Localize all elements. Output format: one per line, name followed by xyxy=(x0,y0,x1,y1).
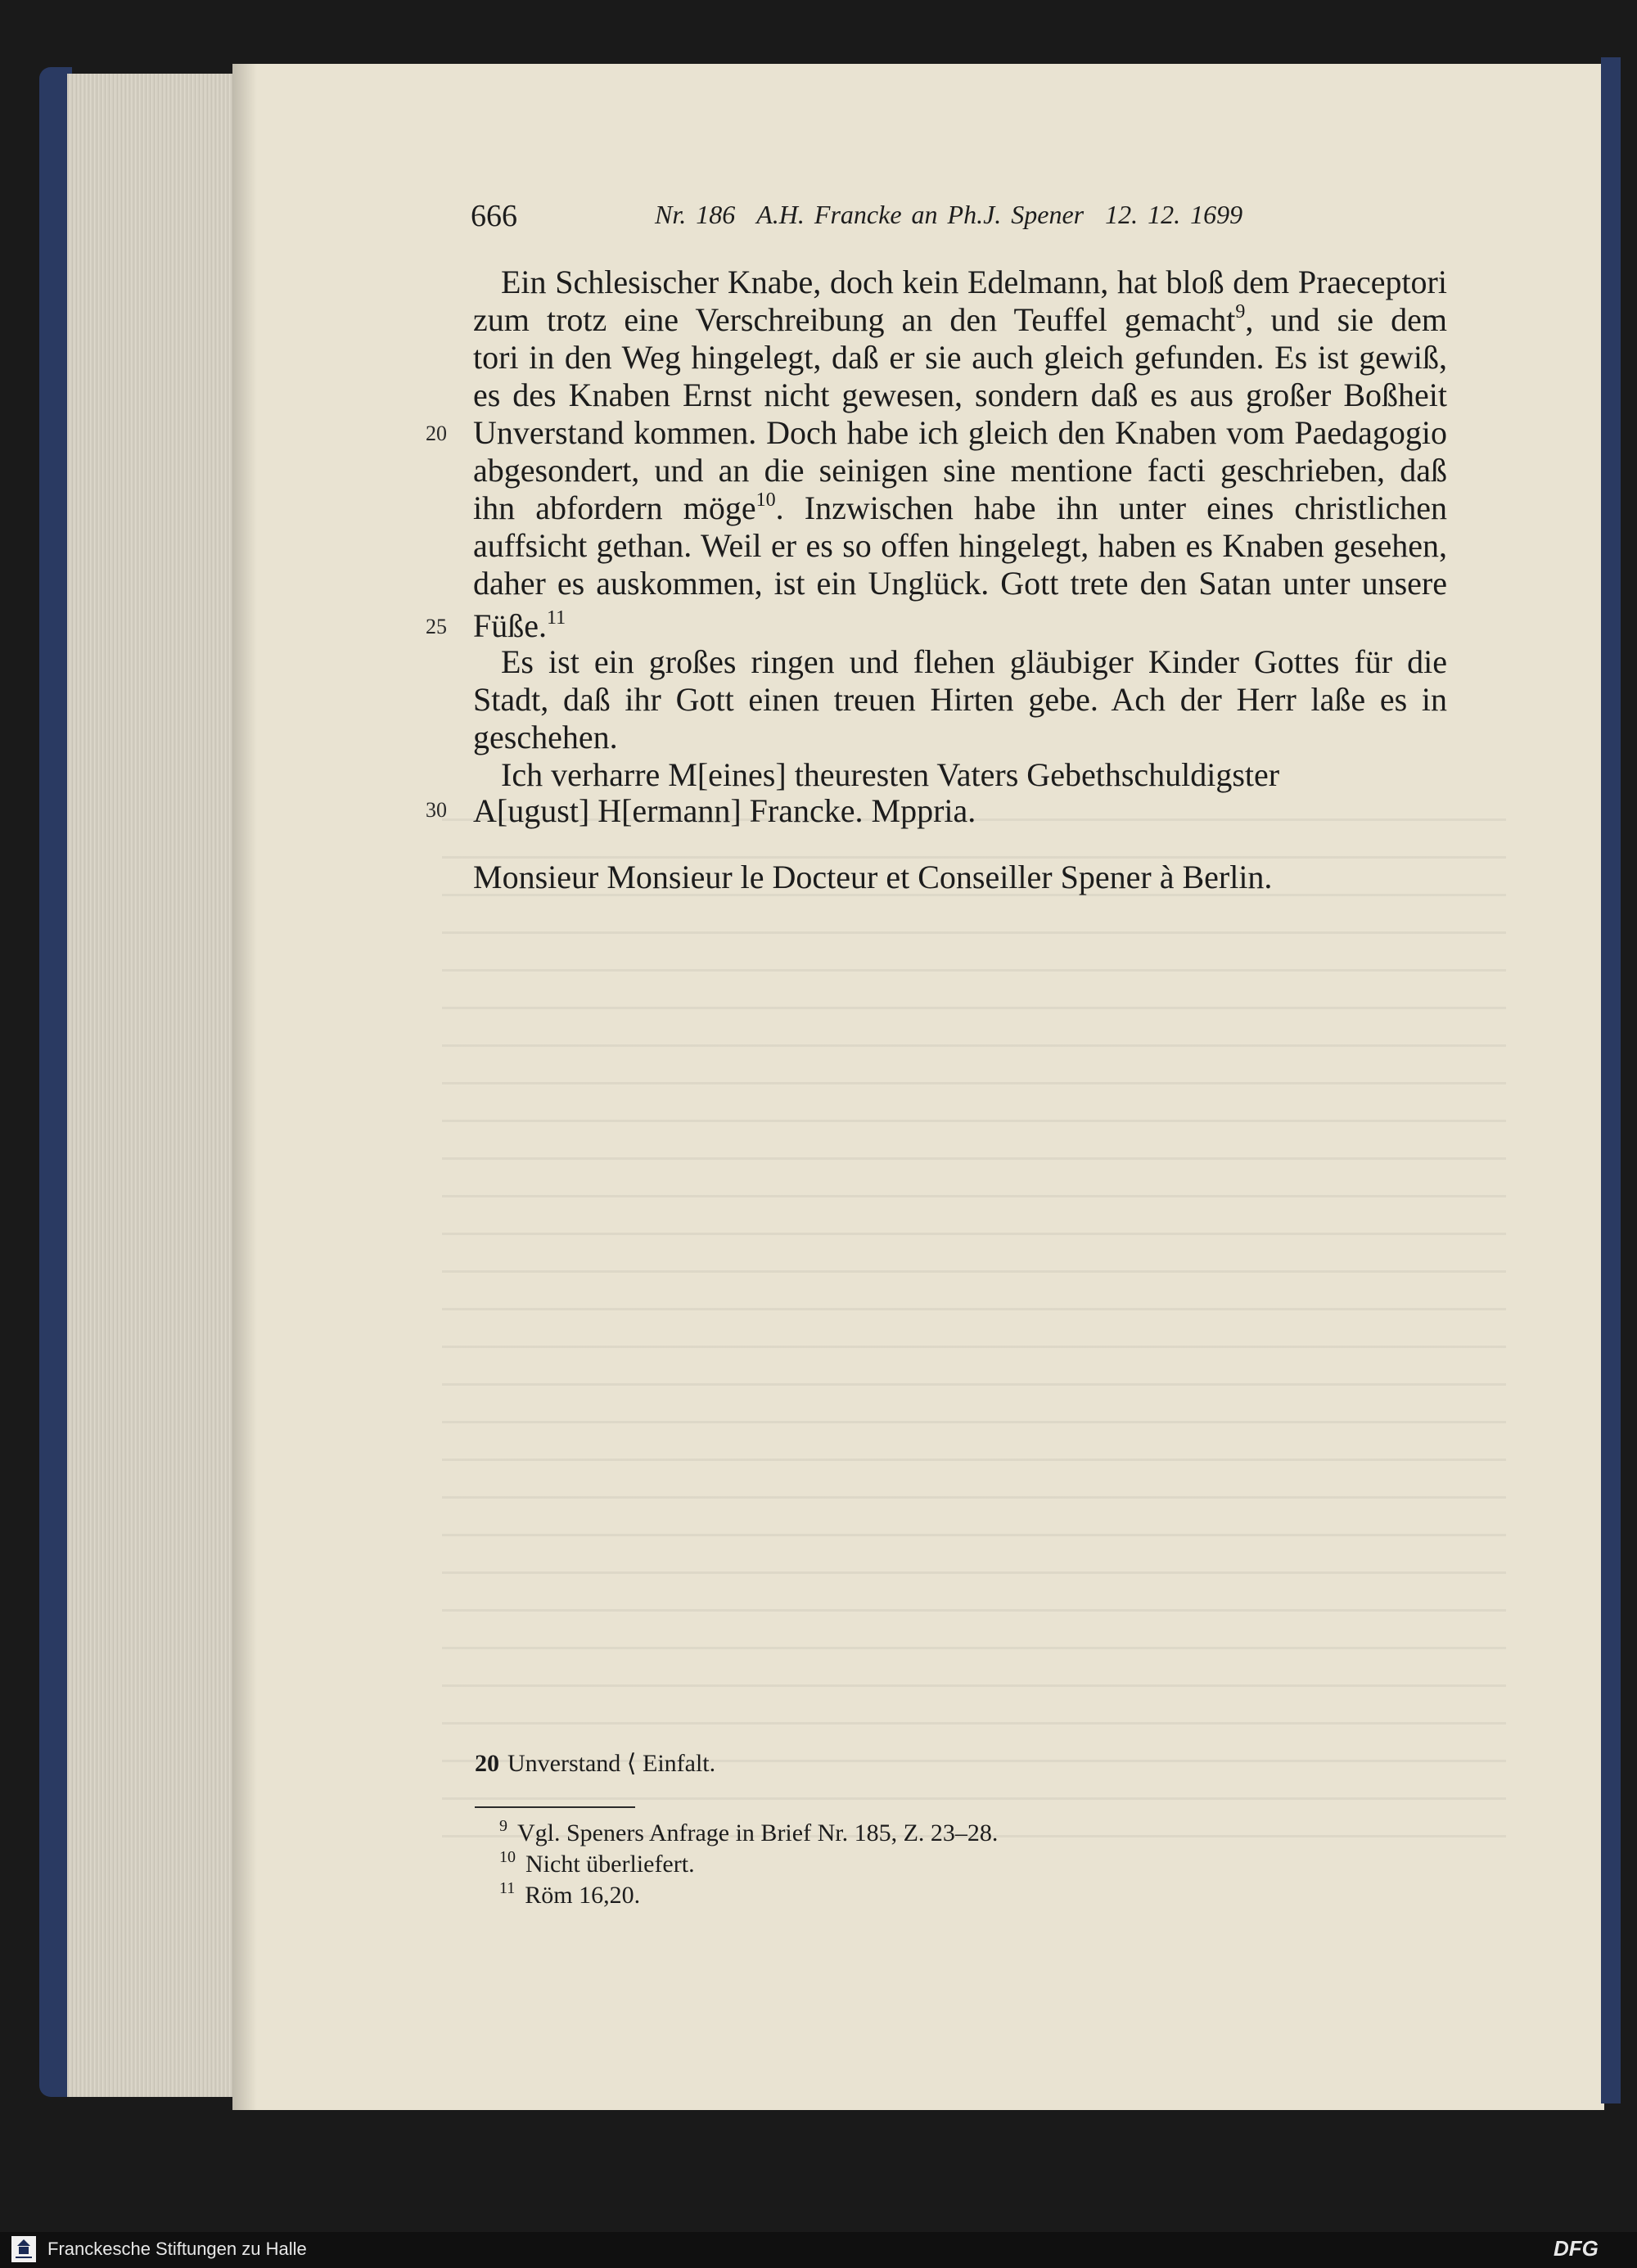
apparatus-text: Unverstand ⟨ Einfalt. xyxy=(507,1750,716,1777)
footnote-text: Vgl. Speners Anfrage in Brief Nr. 185, Z. 23–28. xyxy=(517,1819,999,1846)
text-line: zum trotz eine Verschreibung an den Teuffel gemacht$^9$, und sie dem xyxy=(473,301,1447,338)
running-head xyxy=(655,200,1242,230)
footnote-rule xyxy=(475,1806,635,1808)
footnote-number: 10 xyxy=(499,1848,516,1866)
text-line: A[ugust] H[ermann] Francke. Mppria. xyxy=(473,792,976,829)
text-line: Ich verharre M[eines] theuresten Vaters Gebethschuldigster xyxy=(501,756,1280,793)
critical-apparatus xyxy=(475,1749,715,1778)
page-number: 666 xyxy=(471,199,517,233)
footnote-number: 11 xyxy=(499,1879,516,1897)
letter-date: 12. 12. 1699 xyxy=(1105,200,1243,229)
line-number: 30 xyxy=(426,798,447,822)
text-line: ihn abfordern möge$^{10}$. Inzwischen habe ihn unter eines christlichen xyxy=(473,489,1447,526)
text-line: daher es auskommen, ist ein Unglück. Gott trete den Satan unter unsere xyxy=(473,565,1447,602)
line-number: 25 xyxy=(426,615,447,638)
footnote xyxy=(499,1817,998,1847)
text-line: Stadt, daß ihr Gott einen treuen Hirten gebe. Ach der Herr laße es in xyxy=(473,681,1447,718)
letter-correspondents: A.H. Francke an Ph.J. Spener xyxy=(756,200,1085,229)
book-page-edges xyxy=(67,74,236,2097)
text-line: geschehen. xyxy=(473,719,618,755)
line-number: 20 xyxy=(426,422,447,445)
text-line: auffsicht gethan. Weil er es so offen hingelegt, haben es Knaben gesehen, xyxy=(473,527,1447,564)
text-line: es des Knaben Ernst nicht gewesen, sondern daß es aus großer Boßheit xyxy=(473,376,1447,413)
footnote xyxy=(499,1848,695,1878)
text-line: Füße.$^{11}$ xyxy=(473,607,566,644)
footnote-text: Nicht überliefert. xyxy=(525,1851,695,1878)
book-right-edge xyxy=(1601,57,1621,2103)
footer-institution: Franckesche Stiftungen zu Halle xyxy=(47,2239,307,2259)
footnote-text: Röm 16,20. xyxy=(525,1882,641,1909)
bleed-through-texture xyxy=(442,818,1506,1866)
text-line: abgesondert, und an die seinigen sine mentione facti geschrieben, daß xyxy=(473,452,1447,489)
apparatus-line-number: 20 xyxy=(475,1750,499,1777)
foundation-logo-icon xyxy=(11,2236,36,2262)
footnote xyxy=(499,1879,640,1910)
text-line: Monsieur Monsieur le Docteur et Conseiller Spener à Berlin. xyxy=(473,859,1273,895)
letter-number: Nr. 186 xyxy=(655,200,736,229)
text-line: Es ist ein großes ringen und flehen gläubiger Kinder Gottes für die xyxy=(501,643,1447,680)
gutter-shadow xyxy=(232,64,257,2110)
text-line: Unverstand kommen. Doch habe ich gleich den Knaben vom Paedagogio xyxy=(473,414,1447,451)
dfg-logo: DFG xyxy=(1554,2236,1599,2261)
text-line: tori in den Weg hingelegt, daß er sie auch gleich gefunden. Es ist gewiß, xyxy=(473,339,1447,376)
text-line: Ein Schlesischer Knabe, doch kein Edelmann, hat bloß dem Praeceptori xyxy=(501,264,1447,300)
footnote-number: 9 xyxy=(499,1817,507,1835)
